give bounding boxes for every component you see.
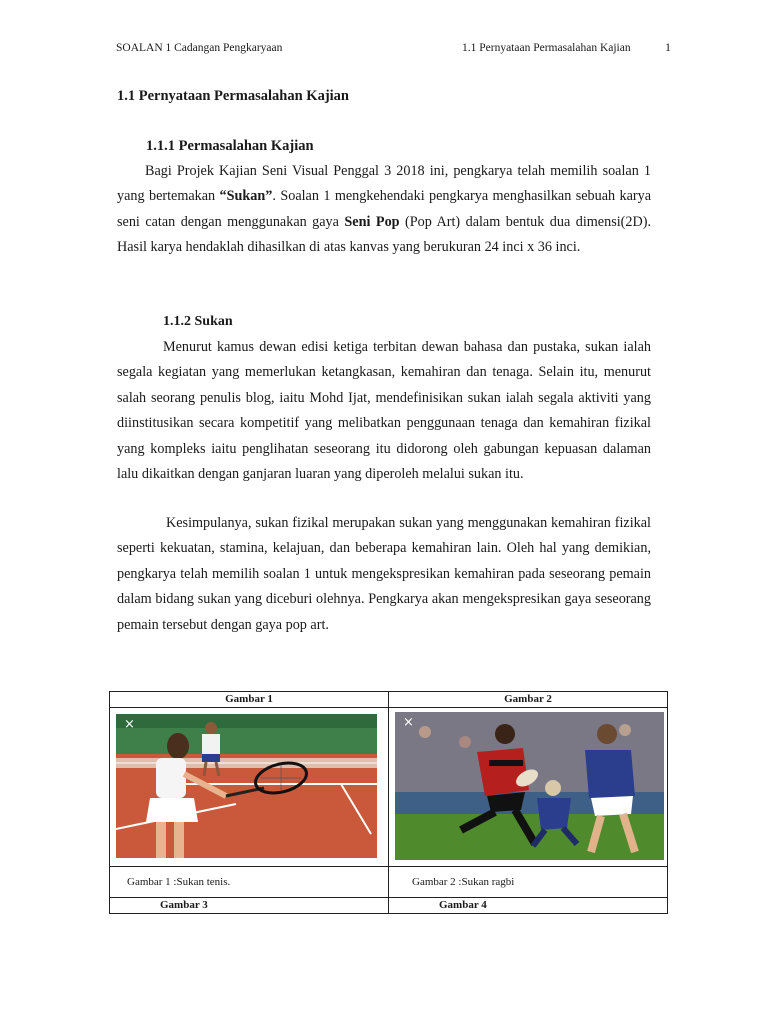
close-icon[interactable]: ×	[124, 717, 135, 732]
caption-gambar-1: Gambar 1 :Sukan tenis.	[110, 867, 389, 898]
subsection-title-permasalahan: 1.1.1 Permasalahan Kajian	[146, 138, 314, 154]
rugby-photo	[395, 712, 664, 860]
section-title: 1.1 Pernyataan Permasalahan Kajian	[117, 88, 349, 104]
page-number: 1	[665, 40, 671, 54]
table-header-gambar-3: Gambar 3	[110, 898, 389, 914]
running-header-left: SOALAN 1 Cadangan Pengkaryaan	[116, 42, 283, 54]
table-header-gambar-4: Gambar 4	[389, 898, 668, 914]
paragraph-conclusion: Kesimpulanya, sukan fizikal merupakan sukan yang menggunakan kemahiran fizikal seperti kekuatan, stamina, kelajuan, dan beberapa kemahiran lain. Oleh hal yang demikian, pengkarya telah memilih soalan 1 untuk mengekspresikan kemahiran pada seseorang pemain dalam bidang sukan yang diceburi olehnya. Pengkarya akan mengekspresikan gaya seseorang pemain tersebut dengan gaya pop art.	[117, 515, 651, 633]
paragraph-definition: Menurut kamus dewan edisi ketiga terbitan dewan bahasa dan pustaka, sukan ialah segala kegiatan yang memerlukan ketangkasan, kemahiran dan tenaga. Selain itu, menurut salah seorang penulis blog, iaitu Mohd Ijat, mendefinisikan sukan ialah segala aktiviti yang diinstitusikan secara kompetitif yang melibatkan penggunaan tenaga dan kemahiran fizikal yang kompleks iaitu penglihatan seseorang itu didorong oleh gabungan kepuasan dalaman lalu dikaitkan dengan ganjaran luaran yang diperoleh melalui sukan itu.	[117, 339, 651, 483]
close-icon[interactable]: ×	[403, 715, 414, 730]
tennis-photo	[116, 714, 377, 858]
subsection-title-sukan: 1.1.2 Sukan	[163, 314, 233, 329]
paragraph-permasalahan: Bagi Projek Kajian Seni Visual Penggal 3 2018 ini, pengkarya telah memilih soalan 1 yang bertemakan “Sukan”. Soalan 1 mengkehendaki pengkarya menghasilkan sebuah karya seni catan dengan menggunakan gaya Seni Pop (Pop Art) dalam bentuk dua dimensi(2D). Hasil karya hendaklah dihasilkan di atas kanvas yang berukuran 24 inci x 36 inci.	[117, 163, 652, 256]
image-cell-1	[110, 708, 389, 867]
running-header-right: 1.1 Pernyataan Permasalahan Kajian	[462, 42, 631, 54]
table-header-gambar-2: Gambar 2	[389, 692, 668, 708]
image-cell-2	[389, 708, 668, 867]
image-table	[109, 691, 668, 914]
style-keyword: Seni Pop	[344, 213, 400, 230]
theme-keyword: “Sukan”	[219, 188, 273, 205]
table-header-gambar-1: Gambar 1	[110, 692, 389, 708]
caption-gambar-2: Gambar 2 :Sukan ragbi	[389, 867, 668, 898]
